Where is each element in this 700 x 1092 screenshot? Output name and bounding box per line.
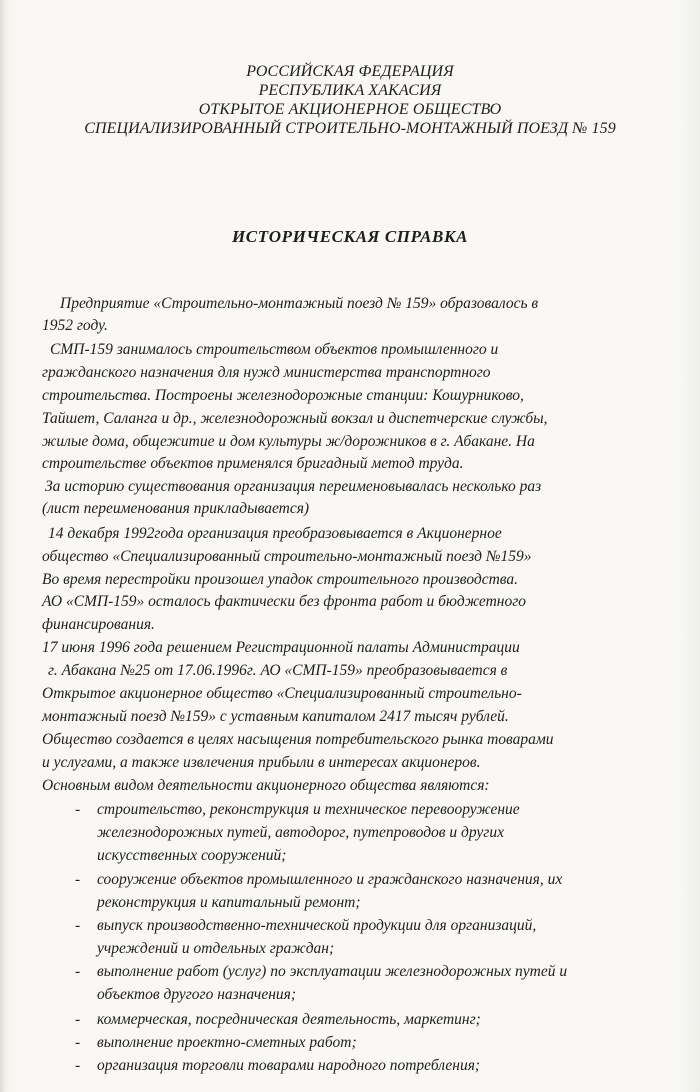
text-line: 14 декабря 1992года организация преобразовывается в Акционерное [48,525,502,542]
text-line: Во время перестройки произошел упадок строительного производства. [42,571,519,588]
list-marker: - [75,917,81,934]
header-line-republic: РЕСПУБЛИКА ХАКАСИЯ [258,82,442,99]
list-marker: - [75,1057,81,1074]
list-marker: - [75,871,81,888]
list-item-line: выполнение работ (услуг) по эксплуатации железнодорожных путей и [97,963,568,980]
text-line: г. Абакана №25 от 17.06.1996г. АО «СМП-159» преобразовывается в [48,662,508,679]
text-line: Общество создается в целях насыщения потребительского рынка товарами [42,731,554,748]
text-line: СМП-159 занималось строительством объектов промышленного и [50,341,499,358]
text-line: Тайшет, Саланга и др., железнодорожный вокзал и диспетчерские службы, [42,410,548,427]
header-line-company-name: СПЕЦИАЛИЗИРОВАННЫЙ СТРОИТЕЛЬНО-МОНТАЖНЫЙ ПОЕЗД № 159 [84,120,616,137]
text-line: Основным видом деятельности акционерного общества являются: [42,777,490,794]
document-header [0,62,700,138]
list-item-line: коммерческая, посредническая деятельность, маркетинг; [97,1011,481,1028]
list-item-line: организация торговли товарами народного потребления; [97,1057,481,1074]
text-line: гражданского назначения для нужд министерства транспортного [42,364,491,381]
list-item-line: искусственных сооружений; [97,847,287,864]
text-line: Открытое акционерное общество «Специализированный строительно- [42,685,522,702]
list-item-line: реконструкция и капитальный ремонт; [97,894,361,911]
scan-edge-shadow [0,0,6,1092]
text-line: строительства. Построены железнодорожные станции: Кошурниково, [42,387,524,404]
text-line: монтажный поезд №159» с уставным капиталом 2417 тысяч рублей. [42,708,509,725]
header-line-country: РОССИЙСКАЯ ФЕДЕРАЦИЯ [246,63,454,80]
list-marker: - [75,1034,81,1051]
text-line: (лист переименования прикладывается) [42,500,310,517]
text-line: За историю существования организация переименовывалась несколько раз [45,478,542,495]
list-item-line: объектов другого назначения; [97,986,297,1003]
text-line: и услугами, а также извлечения прибыли в интересах акционеров. [42,754,481,771]
list-item-line: учреждений и отдельных граждан; [97,940,335,957]
text-line: Предприятие «Строительно-монтажный поезд № 159» образовалось в [60,295,539,312]
list-marker: - [75,1011,81,1028]
text-line: финансирования. [42,616,155,633]
list-item-line: сооружение объектов промышленного и гражданского назначения, их [97,871,563,888]
text-line: общество «Специализированный строительно-монтажный поезд №159» [42,548,532,565]
text-line: 1952 году. [42,317,108,334]
list-item-line: выпуск производственно-технической продукции для организаций, [97,917,537,934]
list-marker: - [75,801,81,818]
list-item-line: выполнение проектно-сметных работ; [97,1034,357,1051]
header-line-company-type: ОТКРЫТОЕ АКЦИОНЕРНОЕ ОБЩЕСТВО [198,101,502,118]
text-line: жилые дома, общежитие и дом культуры ж/дорожников в г. Абакане. На [42,433,535,450]
text-line: 17 июня 1996 года решением Регистрационной палаты Администрации [42,639,520,656]
list-marker: - [75,963,81,980]
document-title: ИСТОРИЧЕСКАЯ СПРАВКА [231,227,469,246]
text-line: строительстве объектов применялся бригадный метод труда. [42,455,464,472]
text-line: АО «СМП-159» осталось фактически без фронта работ и бюджетного [42,593,527,610]
list-item-line: железнодорожных путей, автодорог, путепроводов и других [97,824,504,841]
list-item-line: строительство, реконструкция и техническое перевооружение [97,801,520,818]
